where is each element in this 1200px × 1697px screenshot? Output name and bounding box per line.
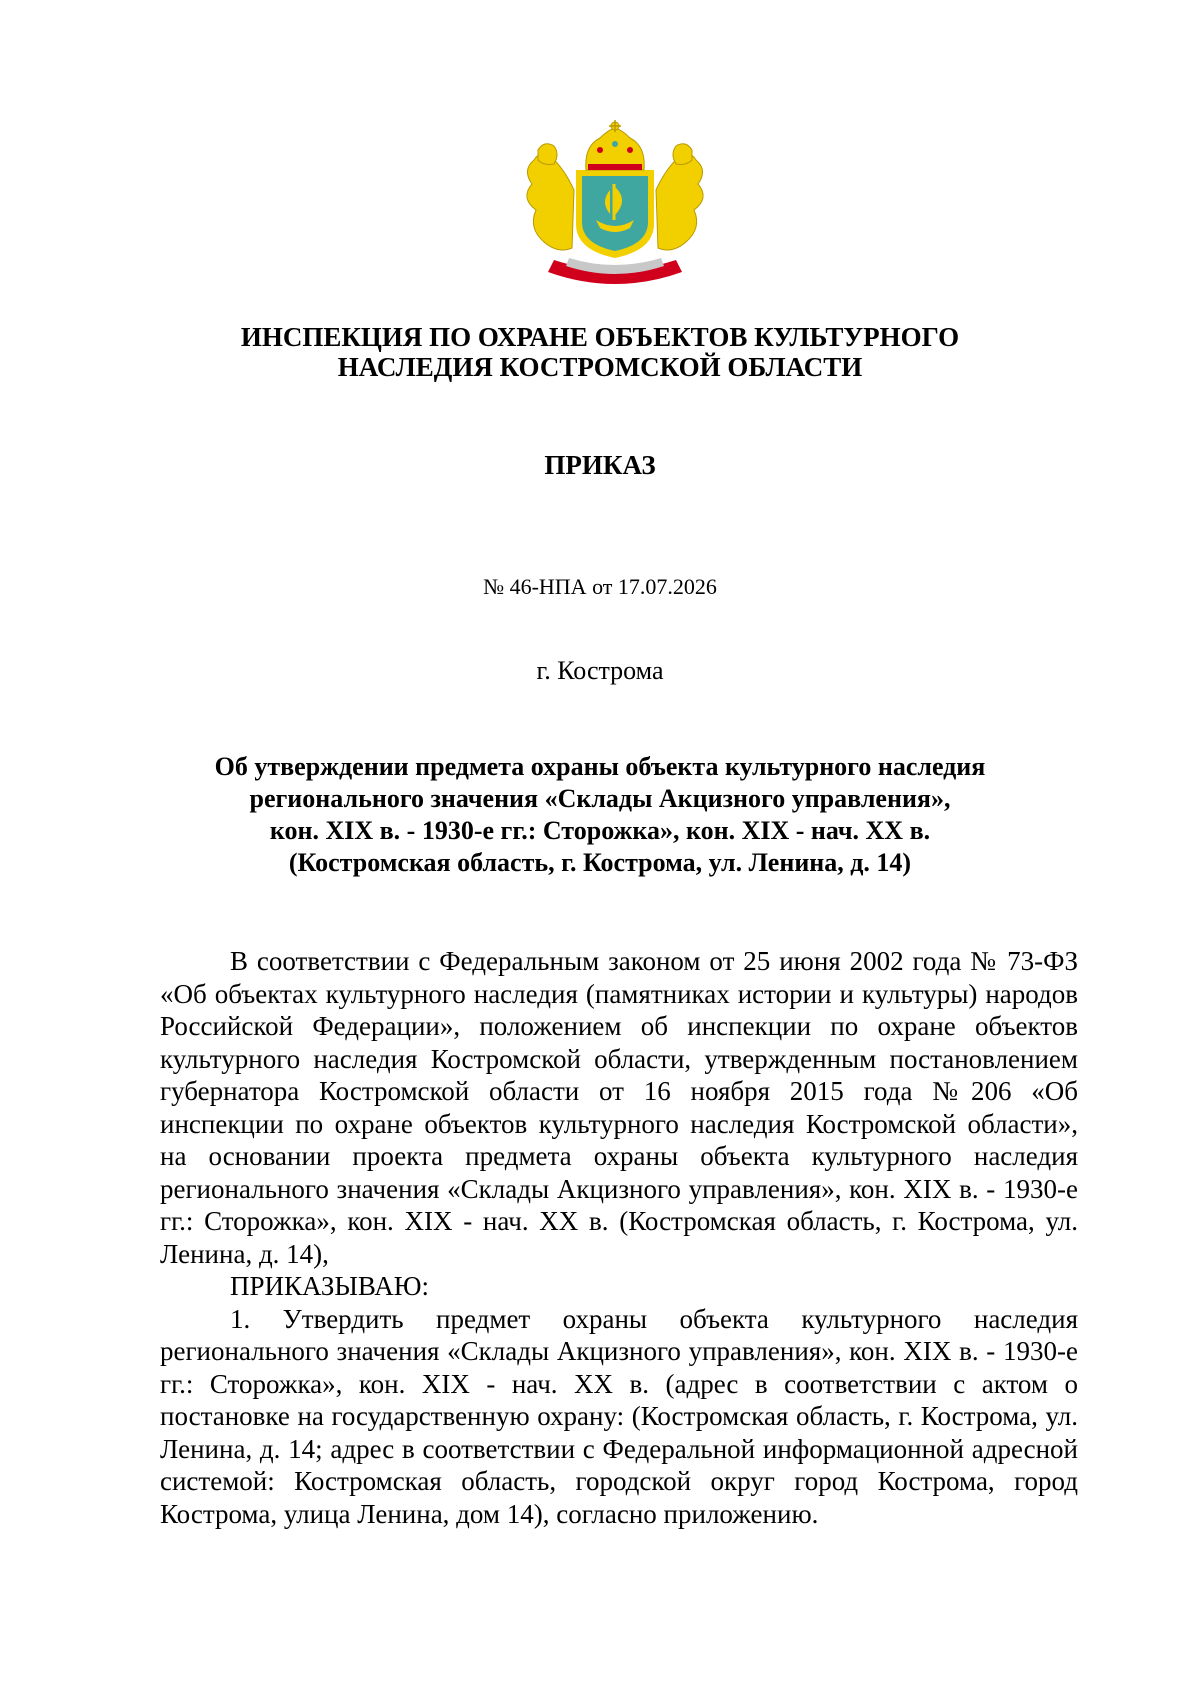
document-number-date: № 46-НПА от 17.07.2026 — [483, 574, 717, 599]
preamble-paragraph: В соответствии с Федеральным законом от 25 июня 2002 года № 73-ФЗ «Об объектах культурного наследия (памятниках истории и культуры) народов Российской Федерации», положением об инспекции по охране объектов культурного наследия Костромской области, утвержденным постановлением губернатора Костромской области от 16 ноября 2015 года №206 «Об инспекции по охране объектов культурного наследия Костромской области», на основании проекта предмета охраны объекта культурного наследия регионального значения «Склады Акцизного управления», кон. XIX в. - 1930-е гг.: Сторожка», кон. XIX - нач. XX в. (Костромская область, г. Кострома, ул. Ленина, д. 14), — [160, 946, 1078, 1269]
document-body — [160, 945, 1078, 1530]
subject-line-4: (Костромская область, г. Кострома, ул. Ленина, д. 14) — [288, 848, 912, 877]
order-item-1: 1. Утвердить предмет охраны объекта культурного наследия регионального значения «Склады Акцизного управления», кон. XIX в. - 1930-е гг.: Сторожка», кон. XIX - нач. XX в. (адрес в соответствии с актом о постановке на государственную охрану: (Костромская область, г. Кострома, ул. Ленина, д. 14; адрес в соответствии с Федеральной информационной адресной системой: Костромская область, городской округ город Кострома, город Кострома, улица Ленина, дом 14), согласно приложению. — [160, 1303, 1078, 1529]
document-subject — [0, 751, 1200, 879]
organization-line-1: ИНСПЕКЦИЯ ПО ОХРАНЕ ОБЪЕКТОВ КУЛЬТУРНОГО — [240, 322, 960, 352]
subject-line-1: Об утверждении предмета охраны объекта культурного наследия — [214, 752, 986, 781]
document-type: ПРИКАЗ — [544, 450, 656, 480]
organization-name — [0, 322, 1200, 382]
coat-of-arms-icon — [514, 120, 716, 292]
order-word: ПРИКАЗЫВАЮ: — [230, 1271, 429, 1301]
organization-line-2: НАСЛЕДИЯ КОСТРОМСКОЙ ОБЛАСТИ — [337, 352, 863, 382]
document-city: г. Кострома — [536, 656, 664, 685]
subject-line-2: регионального значения «Склады Акцизного управления», — [249, 784, 951, 813]
subject-line-3: кон. XIX в. - 1930-е гг.: Сторожка», кон. XIX - нач. XX в. — [269, 816, 931, 845]
